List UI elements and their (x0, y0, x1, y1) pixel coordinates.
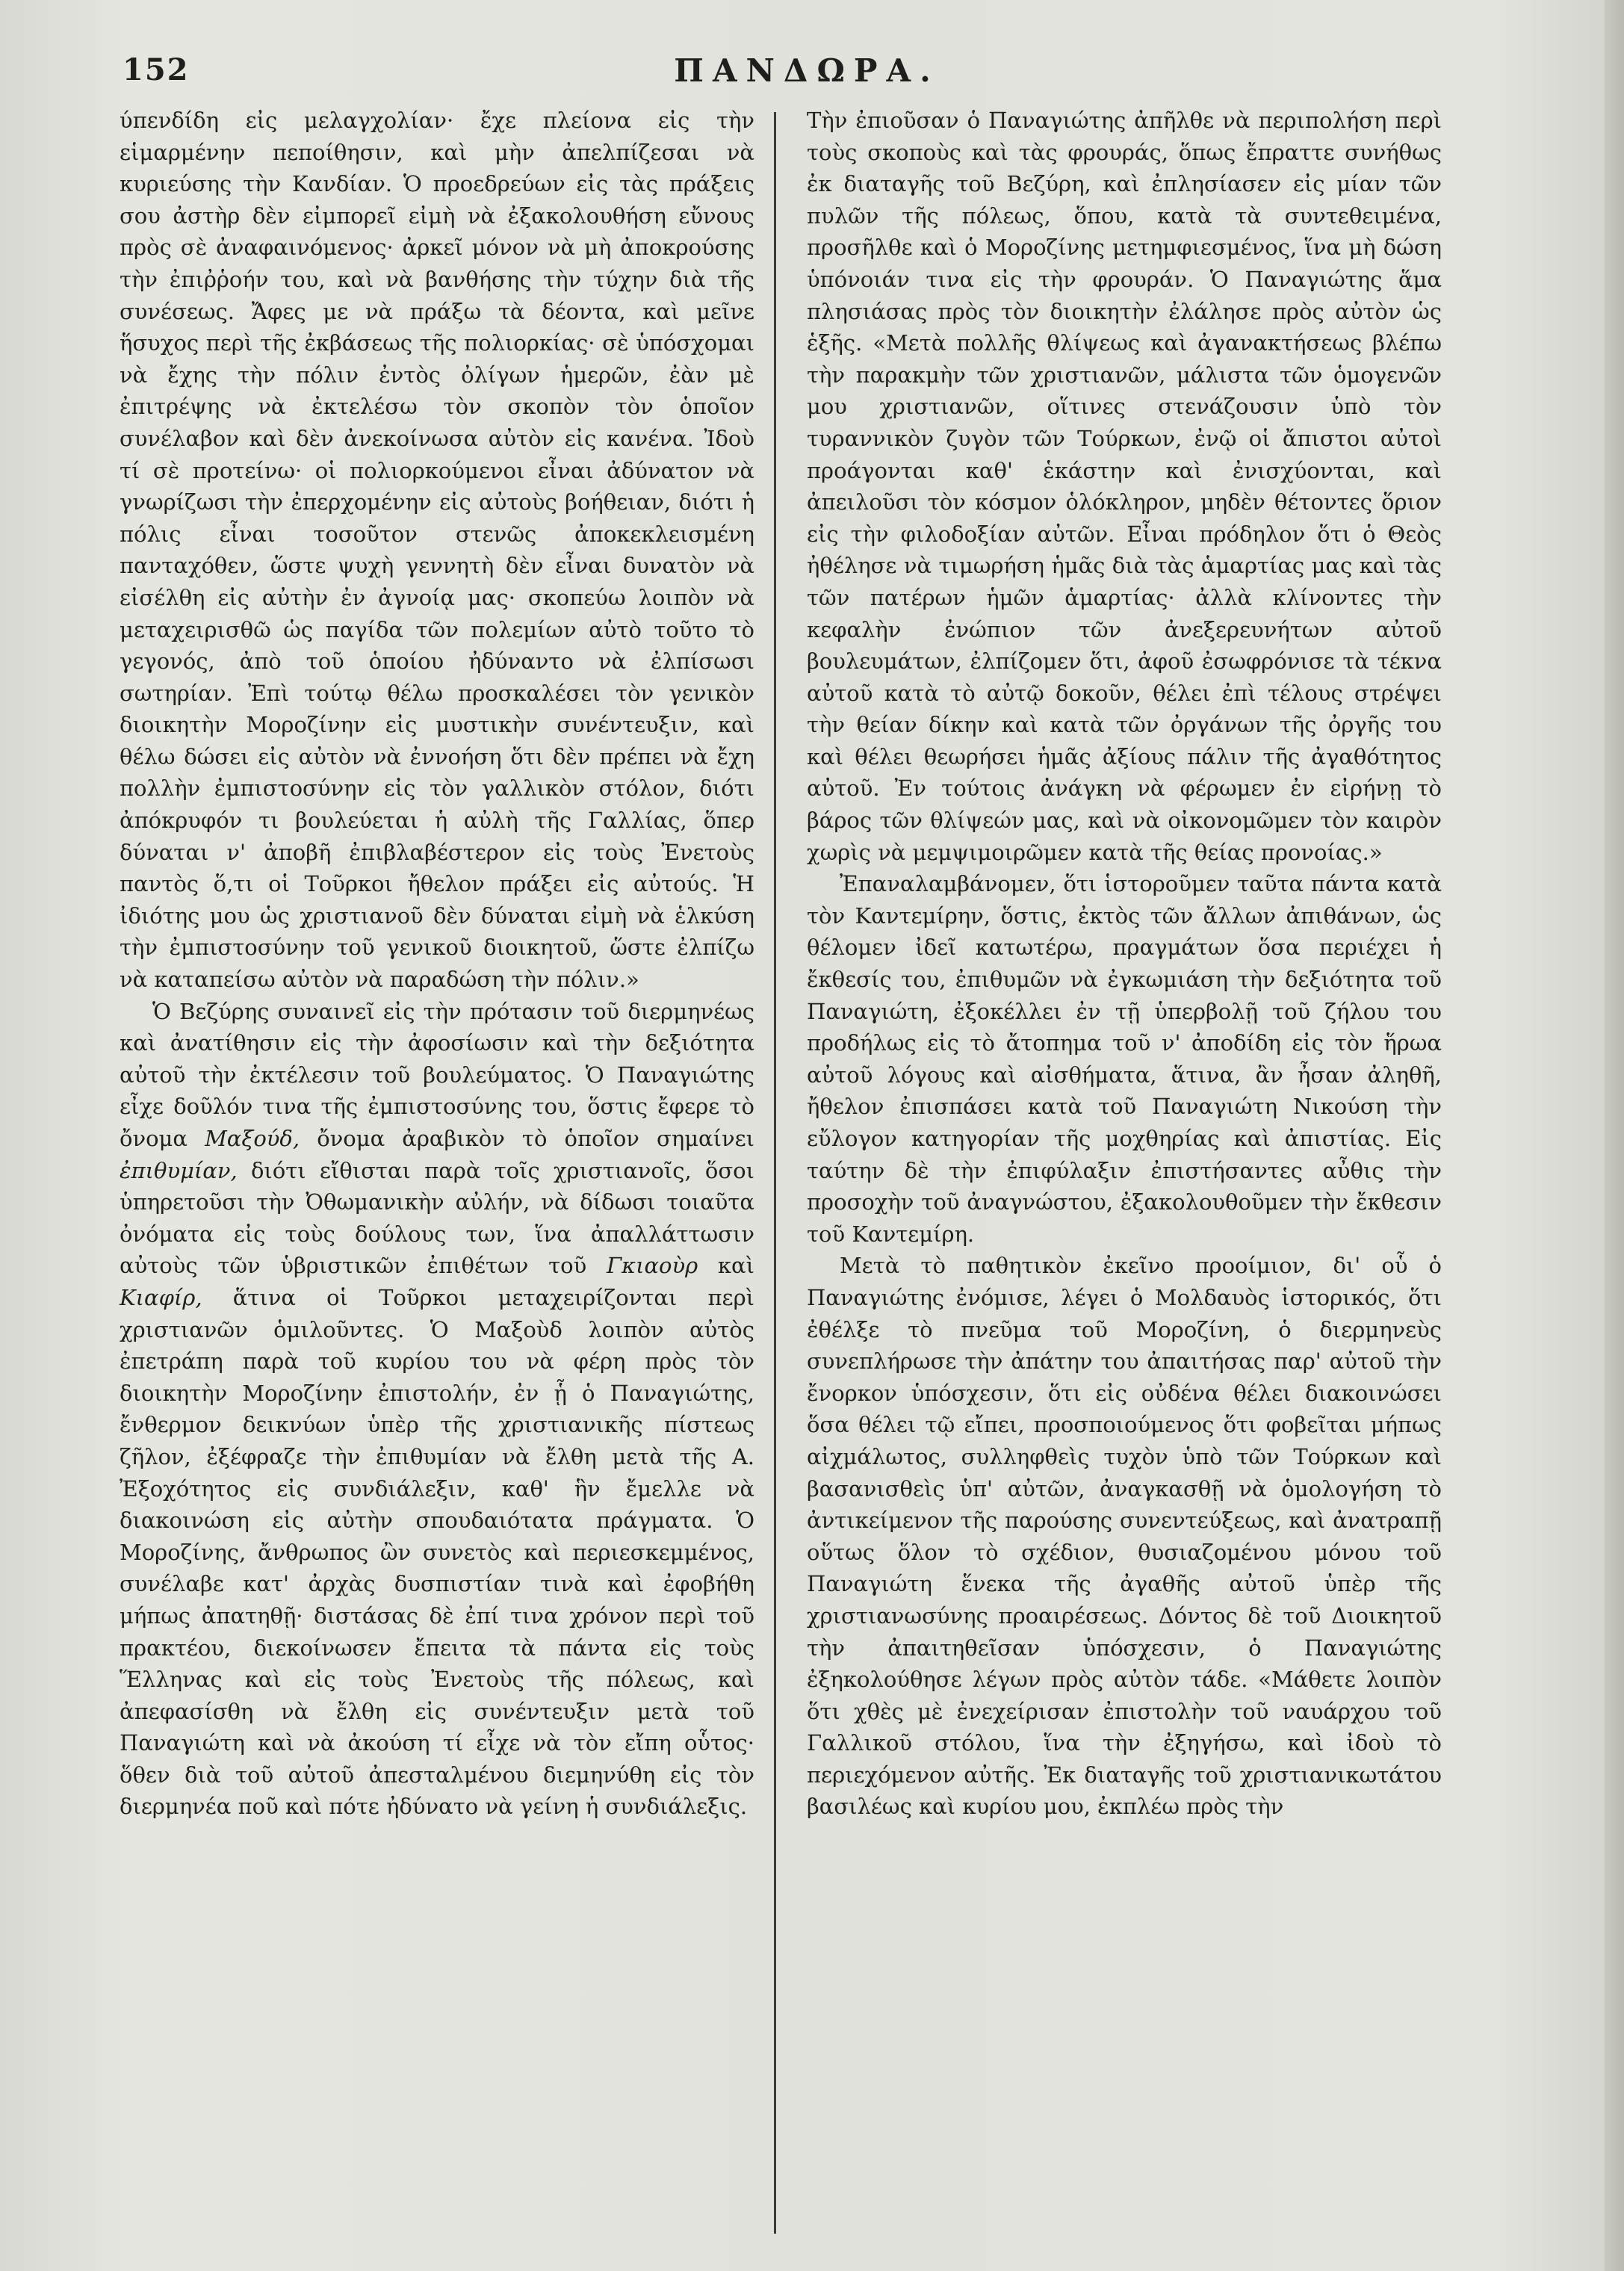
left-p2-italic-maxoud: Μαξούδ, (205, 1126, 300, 1151)
running-title: ΠΑΝΔΩΡΑ. (674, 52, 940, 89)
column-divider (774, 112, 776, 2234)
left-paragraph-2 (120, 996, 754, 1823)
page-edge-shadow (1605, 0, 1624, 2271)
left-p2-italic-kiafir: Κιαφίρ, (120, 1284, 202, 1310)
left-p2-text-e: ἅτινα οἱ Τοῦρκοι μεταχειρίζονται περὶ χριστιανῶν ὁμιλοῦντες. Ὁ Μαξοὺδ λοιπὸν αὐτὸς ἐπετράπη παρὰ τοῦ κυρίου του νὰ φέρη πρὸς τὸν διοικητὴν Μοροζίνην ἐπιστολήν, ἐν ᾗ ὁ Παναγιώτης, ἔνθερμον δεικνύων ὑπὲρ τῆς χριστιανικῆς πίστεως ζῆλον, ἐξέφραζε τὴν ἐπιθυμίαν νὰ ἔλθη μετὰ τῆς Α. Ἐξοχότητος εἰς συνδιάλεξιν, καθ' ἣν ἔμελλε νὰ διακοινώση εἰς αὐτὴν σπουδαιότατα πράγματα. Ὁ Μοροζίνης, ἄνθρωπος ὢν συνετὸς καὶ περιεσκεμμένος, συνέλαβε κατ' ἀρχὰς δυσπιστίαν τινὰ καὶ ἐφοβήθη μήπως ἀπατηθῇ· διστάσας δὲ ἐπί τινα χρόνον περὶ τοῦ πρακτέου, διεκοίνωσεν ἔπειτα τὰ πάντα εἰς τοὺς Ἕλληνας καὶ εἰς τοὺς Ἐνετοὺς τῆς πόλεως, καὶ ἀπεφασίσθη νὰ ἔλθη εἰς συνέντευξιν μετὰ τοῦ Παναγιώτη καὶ νὰ ἀκούση τί εἶχε νὰ τὸν εἴπη οὗτος· ὅθεν διὰ τοῦ αὐτοῦ ἀπεσταλμένου διεμηνύθη εἰς τὸν διερμηνέα ποῦ καὶ πότε ἠδύνατο νὰ γείνη ἡ συνδιάλεξις. (120, 1284, 754, 1820)
left-p2-text-a: Ὁ Βεζύρης συναινεῖ εἰς τὴν πρότασιν τοῦ διερμηνέως καὶ ἀνατίθησιν εἰς τὴν ἀφοσίωσιν καὶ τὴν δεξιότητα αὐτοῦ τὴν ἐκτέλεσιν τοῦ βουλεύματος. Ὁ Παναγιώτης εἶχε δοῦλόν τινα τῆς ἐμπιστοσύνης του, ὅστις ἔφερε τὸ ὄνομα (120, 998, 754, 1151)
right-column (807, 105, 1442, 2241)
left-p2-text-b: ὄνομα ἀραβικὸν τὸ ὁποῖον σημαίνει (317, 1126, 755, 1151)
left-p2-text-c: διότι εἴθισται παρὰ τοῖς χριστιανοῖς, ὅσοι ὑπηρετοῦσι τὴν Ὀθωμανικὴν αὐλήν, νὰ δίδωσι τοιαῦτα ὀνόματα εἰς τοὺς δούλους των, ἵνα ἀπαλλάττωσιν αὐτοὺς τῶν ὑβριστικῶν ἐπιθέτων τοῦ (120, 1157, 755, 1279)
right-paragraph-3: Μετὰ τὸ παθητικὸν ἐκεῖνο προοίμιον, δι' οὗ ὁ Παναγιώτης ἐνόμισε, λέγει ὁ Μολδαυὸς ἱστορικός, ὅτι ἐθέλξε τὸ πνεῦμα τοῦ Μοροζίνη, ὁ διερμηνεὺς συνεπλήρωσε τὴν ἀπάτην του ἀπαιτήσας παρ' αὐτοῦ τὴν ἔνορκον ὑπόσχεσιν, ὅτι εἰς οὐδένα θέλει διακοινώσει ὅσα θέλει τῷ εἴπει, προσποιούμενος ὅτι φοβεῖται μήπως αἰχμάλωτος, συλληφθεὶς τυχὸν ὑπὸ τῶν Τούρκων καὶ βασανισθεὶς ὑπ' αὐτῶν, ἀναγκασθῇ νὰ ὁμολογήση τὸ ἀντικείμενον τῆς παρούσης συνεντεύξεως, καὶ ἀνατραπῇ οὕτως ὅλον τὸ σχέδιον, θυσιαζομένου μόνου τοῦ Παναγιώτη ἕνεκα τῆς ἀγαθῆς αὐτοῦ ὑπὲρ τῆς χριστιανωσύνης προαιρέσεως. Δόντος δὲ τοῦ Διοικητοῦ τὴν ἀπαιτηθεῖσαν ὑπόσχεσιν, ὁ Παναγιώτης ἐξηκολούθησε λέγων πρὸς αὐτὸν τάδε. «Μάθετε λοιπὸν ὅτι χθὲς μὲ ἐνεχείρισαν ἐπιστολὴν τοῦ ναυάρχου τοῦ Γαλλικοῦ στόλου, ἵνα τὴν ἐξηγήσω, καὶ ἰδοὺ τὸ περιεχόμενον αὐτῆς. Ἐκ διαταγῆς τοῦ χριστιανικωτάτου βασιλέως καὶ κυρίου μου, ἐκπλέω πρὸς τὴν (807, 1253, 1442, 1820)
page-number: 152 (123, 52, 190, 87)
left-paragraph-1: ύπενδίδη εἰς μελαγχολίαν· ἔχε πλείονα εἰς τὴν εἱμαρμένην πεποίθησιν, καὶ μὴν ἀπελπίζεσαι νὰ κυριεύσης τὴν Κανδίαν. Ὁ προεδρεύων εἰς τὰς πράξεις σου ἀστὴρ δὲν εἰμπορεῖ εἰμὴ νὰ ἐξακολουθήση εὔνους πρὸς σὲ ἀναφαινόμενος· ἀρκεῖ μόνον νὰ μὴ ἀποκρούσης τὴν ἐπιῤῥοήν του, καὶ νὰ βανθήσης τὴν τύχην διὰ τῆς συνέσεως. Ἄφες με νὰ πράξω τὰ δέοντα, καὶ μεῖνε ἥσυχος περὶ τῆς ἐκβάσεως τῆς πολιορκίας· σὲ ὑπόσχομαι νὰ ἔχης τὴν πόλιν ἐντὸς ὀλίγων ἡμερῶν, ἐὰν μὲ ἐπιτρέψης νὰ ἐκτελέσω τὸν σκοπὸν τὸν ὁποῖον συνέλαβον καὶ δὲν ἀνεκοίνωσα αὐτὸν εἰς κανένα. Ἰδοὺ τί σὲ προτείνω· οἱ πολιορκούμενοι εἶναι ἀδύνατον νὰ γνωρίζωσι τὴν ἐπερχομένην εἰς αὐτοὺς βοήθειαν, διότι ἡ πόλις εἶναι τοσοῦτον στενῶς ἀποκεκλεισμένη πανταχόθεν, ὥστε ψυχὴ γεννητὴ δὲν εἶναι δυνατὸν νὰ εἰσέλθη εἰς αὐτὴν ἐν ἀγνοίᾳ μας· σκοπεύω λοιπὸν νὰ μεταχειρισθῶ ὡς παγίδα τῶν πολεμίων αὐτὸ τοῦτο τὸ γεγονός, ἀπὸ τοῦ ὁποίου ἠδύναντο νὰ ἐλπίσωσι σωτηρίαν. Ἐπὶ τούτῳ θέλω προσκαλέσει τὸν γενικὸν διοικητὴν Μοροζίνην εἰς μυστικὴν συνέντευξιν, καὶ θέλω δώσει εἰς αὐτὸν νὰ ἐννοήση ὅτι δὲν πρέπει νὰ ἔχη πολλὴν ἐμπιστοσύνην εἰς τὸν γαλλικὸν στόλον, διότι ἀπόκρυφόν τι βουλεύεται ἡ αὐλὴ τῆς Γαλλίας, ὅπερ δύναται ν' ἀποβῆ ἐπιβλαβέστερον εἰς τοὺς Ἐνετοὺς παντὸς ὅ,τι οἱ Τοῦρκοι ἤθελον πράξει εἰς αὐτούς. Ἡ ἰδιότης μου ὡς χριστιανοῦ δὲν δύναται εἰμὴ νὰ ἑλκύση τὴν ἐμπιστοσύνην τοῦ γενικοῦ διοικητοῦ, ὥστε ἐλπίζω νὰ καταπείσω αὐτὸν νὰ παραδώση τὴν πόλιν.» (120, 108, 754, 993)
right-paragraph-2: Ἐπαναλαμβάνομεν, ὅτι ἱστοροῦμεν ταῦτα πάντα κατὰ τὸν Καντεμίρην, ὅστις, ἐκτὸς τῶν ἄλλων ἀπιθάνων, ὡς θέλομεν ἰδεῖ κατωτέρω, πραγμάτων ὅσα περιέχει ἡ ἔκθεσίς του, ἐπιθυμῶν νὰ ἐγκωμιάση τὴν δεξιότητα τοῦ Παναγιώτη, ἐξοκέλλει ἐν τῇ ὑπερβολῇ τοῦ ζήλου του προδήλως εἰς τὸ ἄτοπημα τοῦ ν' ἀποδίδη εἰς τὸν ἥρωα αὐτοῦ λόγους καὶ αἰσθήματα, ἅτινα, ἂν ἦσαν ἀληθῆ, ἤθελον ἐπισπάσει κατὰ τοῦ Παναγιώτη Νικούση τὴν εὔλογον κατηγορίαν τῆς μοχθηρίας καὶ ἀπιστίας. Εἰς ταύτην δὲ τὴν ἐπιφύλαξιν ἐπιστήσαντες αὖθις τὴν προσοχὴν τοῦ ἀναγνώστου, ἐξακολουθοῦμεν τὴν ἔκθεσιν τοῦ Καντεμίρη. (807, 871, 1442, 1247)
left-column (120, 105, 754, 2241)
left-p2-italic-giaour: Γκιαοὺρ (606, 1253, 698, 1279)
left-p2-text-d: καὶ (717, 1253, 754, 1279)
page-header (112, 52, 1501, 97)
left-p2-italic-epithymian: ἐπιθυμίαν, (120, 1157, 238, 1183)
right-paragraph-1: Τὴν ἐπιοῦσαν ὁ Παναγιώτης ἀπῆλθε νὰ περιπολήση περὶ τοὺς σκοποὺς καὶ τὰς φρουράς, ὅπως ἔπραττε συνήθως ἐκ διαταγῆς τοῦ Βεζύρη, καὶ ἐπλησίασεν εἰς μίαν τῶν πυλῶν τῆς πόλεως, ὅπου, κατὰ τὰ συντεθειμένα, προσῆλθε καὶ ὁ Μοροζίνης μετημφιεσμένος, ἵνα μὴ δώση ὑπόνοιάν τινα εἰς τὴν φρουράν. Ὁ Παναγιώτης ἅμα πλησιάσας πρὸς τὸν διοικητὴν ἐλάλησε πρὸς αὐτὸν ὡς ἑξῆς. «Μετὰ πολλῆς θλίψεως καὶ ἀγανακτήσεως βλέπω τὴν παρακμὴν τῶν χριστιανῶν, μάλιστα τῶν ὁμογενῶν μου χριστιανῶν, οἵτινες στενάζουσιν ὑπὸ τὸν τυραννικὸν ζυγὸν τῶν Τούρκων, ἐνῷ οἱ ἄπιστοι αὐτοὶ προάγονται καθ' ἑκάστην καὶ ἐνισχύονται, καὶ ἀπειλοῦσι τὸν κόσμον ὁλόκληρον, μηδὲν θέτοντες ὅριον εἰς τὴν φιλοδοξίαν αὐτῶν. Εἶναι πρόδηλον ὅτι ὁ Θεὸς ἠθέλησε νὰ τιμωρήση ἡμᾶς διὰ τὰς ἁμαρτίας μας καὶ τὰς τῶν πατέρων ἡμῶν ἁμαρτίας· ἀλλὰ κλίνοντες τὴν κεφαλὴν ἐνώπιον τῶν ἀνεξερευνήτων αὐτοῦ βουλευμάτων, ἐλπίζομεν ὅτι, ἀφοῦ ἐσωφρόνισε τὰ τέκνα αὐτοῦ κατὰ τὸ αὐτῷ δοκοῦν, θέλει ἐπὶ τέλους στρέψει τὴν θείαν δίκην καὶ κατὰ τῶν ὀργάνων τῆς ὀργῆς του καὶ θέλει θεωρήσει ἡμᾶς ἀξίους πάλιν τῆς ἀγαθότητος αὐτοῦ. Ἐν τούτοις ἀνάγκη νὰ φέρωμεν ἐν εἰρήνῃ τὸ βάρος τῶν θλίψεών μας, καὶ νὰ οἰκονομῶμεν τὸν καιρὸν χωρὶς νὰ μεμψιμοιρῶμεν κατὰ τῆς θείας προνοίας.» (807, 108, 1442, 865)
